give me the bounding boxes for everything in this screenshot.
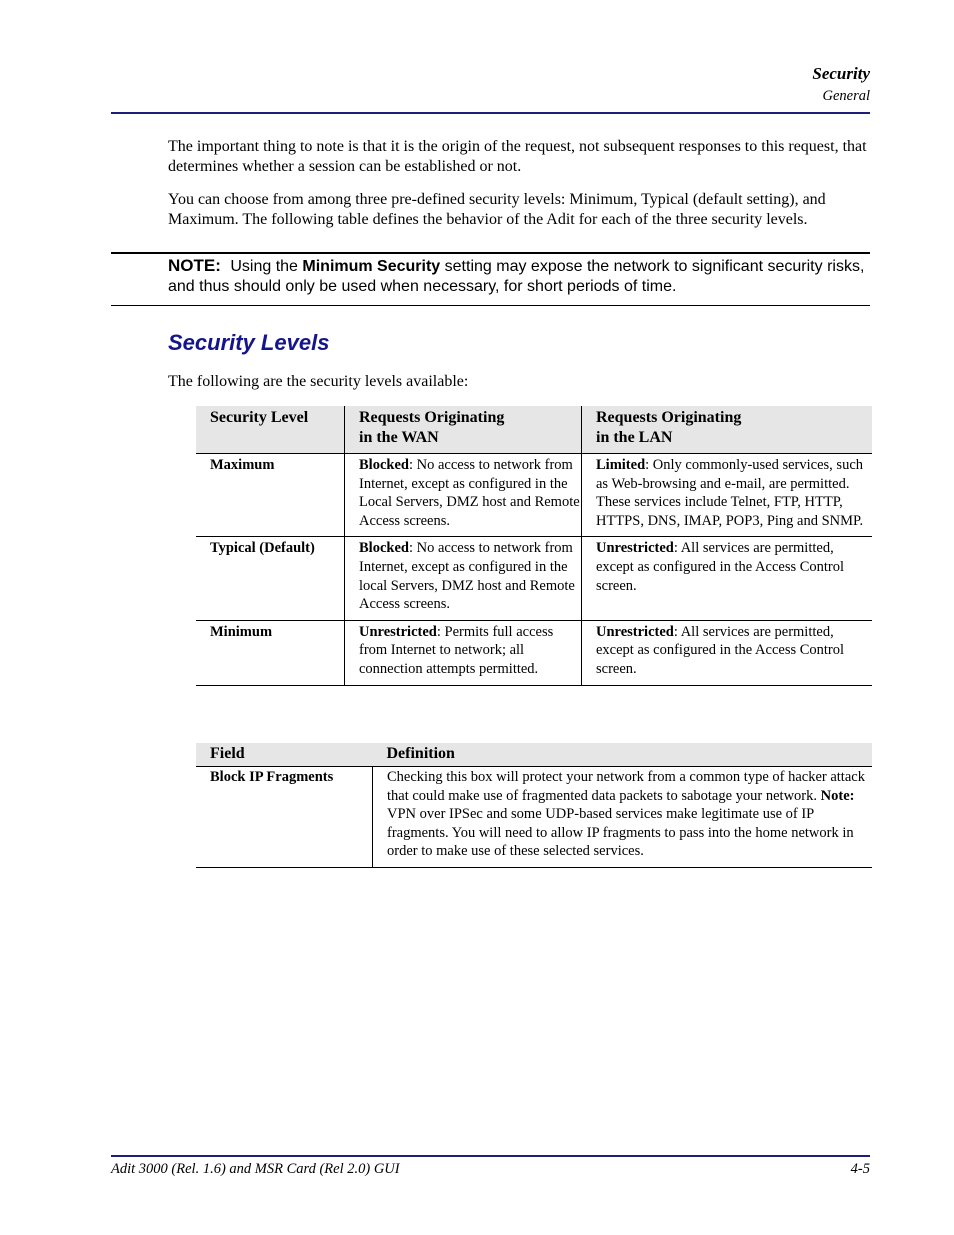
section-heading: Security Levels [168, 330, 330, 355]
field-definition: Checking this box will protect your network from a common type of hacker attack that could make use of fragmented data packets to sabotage your network. Note: VPN over IPSec and some UDP-based services make legitimate use of IP fragments. You will need to allow IP fragments to pass into the home network in order to make use of these selected services. [373, 767, 873, 868]
lan-cell: Unrestricted: All services are permitted, except as configured in the Access Control screen. [582, 537, 873, 620]
footer-page-number: 4-5 [850, 1161, 870, 1177]
lan-cell: Limited: Only commonly-used services, such as Web-browsing and e-mail, are permitted. These services include Telnet, FTP, HTTP, HTTPS, DNS, IMAP, POP3, Ping and SNMP. [582, 454, 873, 537]
header-lan: Requests Originating in the LAN [582, 406, 873, 454]
header-definition: Definition [373, 743, 873, 767]
wan-cell: Blocked: No access to network from Internet, except as configured in the Local Servers, DMZ host and Remote Access screens. [345, 454, 582, 537]
table-row [196, 537, 872, 620]
note-box [168, 256, 872, 297]
level-name: Minimum [196, 620, 345, 685]
note-bold-text: Minimum Security [302, 258, 441, 275]
field-definition-table [196, 743, 872, 868]
field-name: Block IP Fragments [196, 767, 373, 868]
lan-cell: Unrestricted: All services are permitted, except as configured in the Access Control screen. [582, 620, 873, 685]
header-rule [111, 112, 870, 114]
wan-cell: Unrestricted: Permits full access from Internet to network; all connection attempts permitted. [345, 620, 582, 685]
note-bottom-rule [111, 305, 870, 306]
header-subtitle: General [822, 88, 870, 104]
note-text-before: Using the [230, 258, 298, 275]
intro-paragraph-1: The important thing to note is that it is the origin of the request, not subsequent responses to this request, that determines whether a session can be established or not. [168, 138, 867, 175]
header-title: Security [812, 64, 870, 83]
table-header-row [196, 406, 872, 454]
table-row [196, 454, 872, 537]
wan-cell: Blocked: No access to network from Internet, except as configured in the local Servers, DMZ host and Remote Access screens. [345, 537, 582, 620]
level-name: Maximum [196, 454, 345, 537]
intro-paragraph-2: You can choose from among three pre-defined security levels: Minimum, Typical (default setting), and Maximum. The following table defines the behavior of the Adit for each of the three security levels. [168, 191, 826, 228]
note-text-after: setting may expose the network to significant security risks, and thus should only be used when necessary, for short periods of time. [168, 258, 865, 295]
section-intro: The following are the security levels available: [168, 373, 469, 390]
security-levels-table [196, 406, 872, 686]
note-top-rule [111, 252, 870, 254]
table-row [196, 620, 872, 685]
header-field: Field [196, 743, 373, 767]
table-row [196, 767, 872, 868]
header-wan: Requests Originating in the WAN [345, 406, 582, 454]
note-label: NOTE: [168, 256, 221, 275]
level-name: Typical (Default) [196, 537, 345, 620]
footer-rule [111, 1155, 870, 1157]
table-header-row [196, 743, 872, 767]
header-security-level: Security Level [196, 406, 345, 454]
footer-doc-title: Adit 3000 (Rel. 1.6) and MSR Card (Rel 2.0) GUI [111, 1161, 400, 1177]
